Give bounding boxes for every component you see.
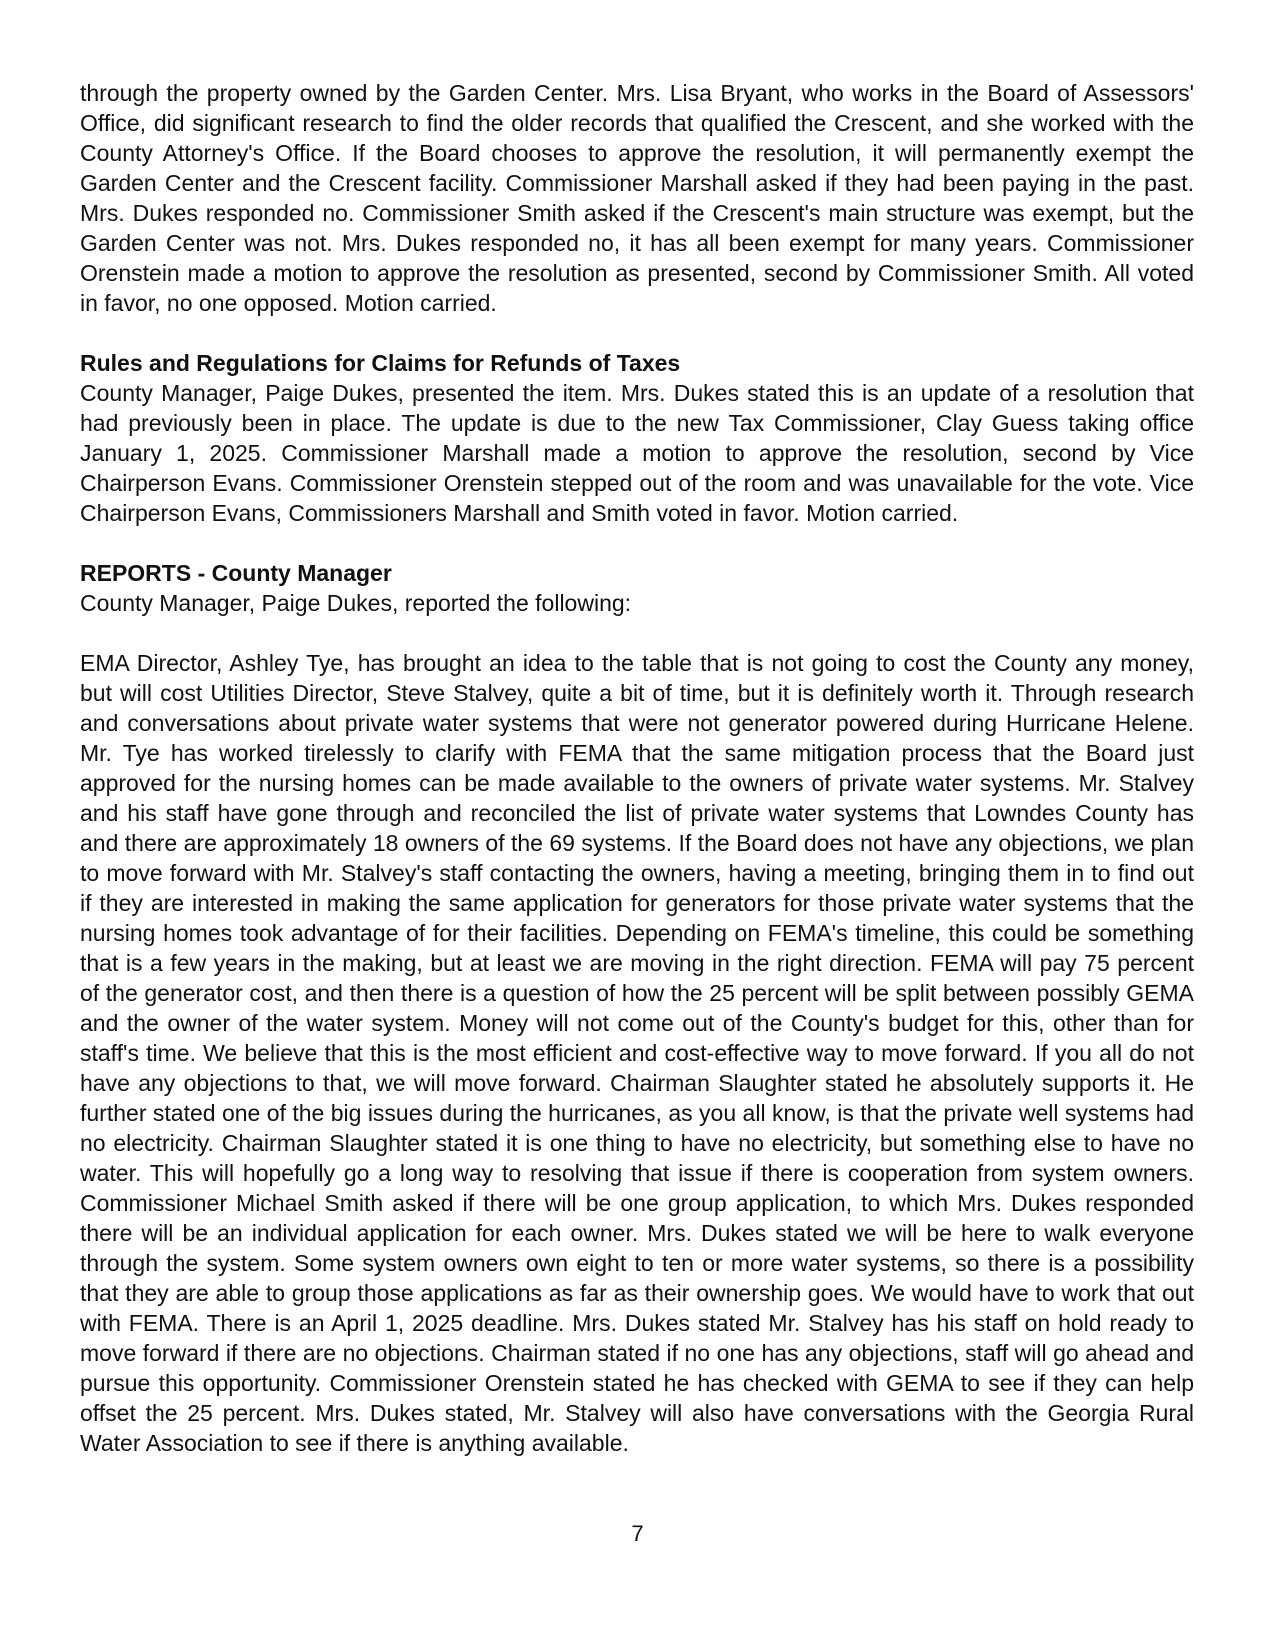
intro-paragraph: through the property owned by the Garden Center. Mrs. Lisa Bryant, who works in the Board of Assessors' Office, did significant research to find the older records that qualified the Crescent, and she worked with the County Attorney's Office. If the Board chooses to approve the resolution, it will permanently exempt the Garden Center and the Crescent facility. Commissioner Marshall asked if they had been paying in the past. Mrs. Dukes responded no. Commissioner Smith asked if the Crescent's main structure was exempt, but the Garden Center was not. Mrs. Dukes responded no, it has all been exempt for many years. Commissioner Orenstein made a motion to approve the resolution as presented, second by Commissioner Smith. All voted in favor, no one opposed. Motion carried. [80,80,1194,316]
section-spacer [80,318,1194,348]
section-spacer [80,618,1194,648]
reports-body-paragraph: EMA Director, Ashley Tye, has brought an idea to the table that is not going to cost the County any money, but will cost Utilities Director, Steve Stalvey, quite a bit of time, but it is definitely worth it. Through research and conversations about private water systems that were not generator powered during Hurricane Helene. Mr. Tye has worked tirelessly to clarify with FEMA that the same mitigation process that the Board just approved for the nursing homes can be made available to the owners of private water systems. Mr. Stalvey and his staff have gone through and reconciled the list of private water systems that Lowndes County has and there are approximately 18 owners of the 69 systems. If the Board does not have any objections, we plan to move forward with Mr. Stalvey's staff contacting the owners, having a meeting, bringing them in to find out if they are interested in making the same application for generators for those private water systems that the nursing homes took advantage of for their facilities. Depending on FEMA's timeline, this could be something that is a few years in the making, but at least we are moving in the right direction. FEMA will pay 75 percent of the generator cost, and then there is a question of how the 25 percent will be split between possibly GEMA and the owner of the water system. Money will not come out of the County's budget for this, other than for staff's time. We believe that this is the most efficient and cost-effective way to move forward. If you all do not have any objections to that, we will move forward. Chairman Slaughter stated he absolutely supports it. He further stated one of the big issues during the hurricanes, as you all know, is that the private well systems had no electricity. Chairman Slaughter stated it is one thing to have no electricity, but something else to have no water. This will hopefully go a long way to resolving that issue if there is cooperation from system owners. Commissioner Michael Smith asked if there will be one group application, to which Mrs. Dukes responded there will be an individual application for each owner. Mrs. Dukes stated we will be here to walk everyone through the system. Some system owners own eight to ten or more water systems, so there is a possibility that they are able to group those applications as far as their ownership goes. We would have to work that out with FEMA. There is an April 1, 2025 deadline. Mrs. Dukes stated Mr. Stalvey has his staff on hold ready to move forward if there are no objections. Chairman stated if no one has any objections, staff will go ahead and pursue this opportunity. Commissioner Orenstein stated he has checked with GEMA to see if they can help offset the 25 percent. Mrs. Dukes stated, Mr. Stalvey will also have conversations with the Georgia Rural Water Association to see if there is anything available. [80,650,1194,1456]
refunds-paragraph: County Manager, Paige Dukes, presented the item. Mrs. Dukes stated this is an update of a resolution that had previously been in place. The update is due to the new Tax Commissioner, Clay Guess taking office January 1, 2025. Commissioner Marshall made a motion to approve the resolution, second by Vice Chairperson Evans. Commissioner Orenstein stepped out of the room and was unavailable for the vote. Vice Chairperson Evans, Commissioners Marshall and Smith voted in favor. Motion carried. [80,380,1194,526]
section-heading-reports: REPORTS - County Manager [80,560,392,586]
document-page [80,78,1194,1458]
section-spacer [80,528,1194,558]
section-heading-refunds: Rules and Regulations for Claims for Refunds of Taxes [80,350,681,376]
page-number: 7 [631,1521,644,1546]
reports-intro-paragraph: County Manager, Paige Dukes, reported the following: [80,590,632,616]
